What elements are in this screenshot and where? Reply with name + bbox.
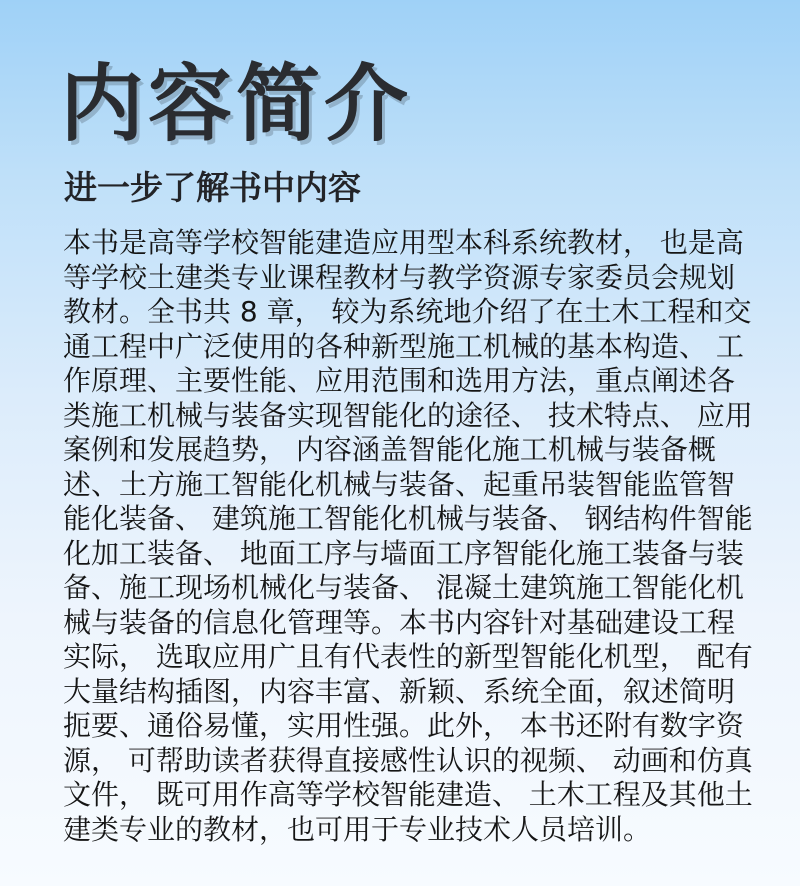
intro-line: 化加工装备、 地面工序与墙面工序智能化施工装备与装 [63, 536, 744, 570]
intro-line: 本书是高等学校智能建造应用型本科系统教材， 也是高 [63, 226, 744, 259]
intro-line: 扼要、通俗易懂，实用性强。此外， 本书还附有数字资 [63, 709, 744, 742]
intro-line: 等学校土建类专业课程教材与教学资源专家委员会规划 [63, 260, 736, 294]
intro-line: 述、土方施工智能化机械与装备、起重吊装智能监管智 [63, 467, 736, 501]
intro-line: 建类专业的教材，也可用于专业技术人员培训。 [63, 812, 652, 846]
intro-line: 文件， 既可用作高等学校智能建造、 土木工程及其他土 [63, 778, 753, 811]
intro-line: 大量结构插图，内容丰富、新颖、系统全面，叙述简明 [63, 674, 736, 708]
intro-line: 能化装备、 建筑施工智能化机械与装备、 钢结构件智能 [63, 502, 753, 535]
intro-line: 备、施工现场机械化与装备、 混凝土建筑施工智能化机 [63, 571, 744, 604]
intro-line: 类施工机械与装备实现智能化的途径、 技术特点、 应用 [63, 398, 753, 432]
intro-line: 实际， 选取应用广且有代表性的新型智能化机型， 配有 [63, 640, 753, 673]
intro-line: 教材。全书共 8 章， 较为系统地介绍了在土木工程和交 [63, 295, 752, 328]
intro-text-block [63, 226, 753, 847]
intro-line: 源， 可帮助读者获得直接感性认识的视频、 动画和仿真 [63, 743, 753, 777]
page-subtitle: 进一步了解书中内容 [64, 168, 361, 207]
page-title: 内容简介 [60, 55, 413, 153]
intro-line: 械与装备的信息化管理等。本书内容针对基础建设工程 [63, 605, 736, 639]
intro-line: 作原理、主要性能、应用范围和选用方法，重点阐述各 [63, 364, 736, 397]
intro-line: 案例和发展趋势， 内容涵盖智能化施工机械与装备概 [63, 433, 716, 466]
intro-line: 通工程中广泛使用的各种新型施工机械的基本构造、 工 [63, 329, 744, 363]
